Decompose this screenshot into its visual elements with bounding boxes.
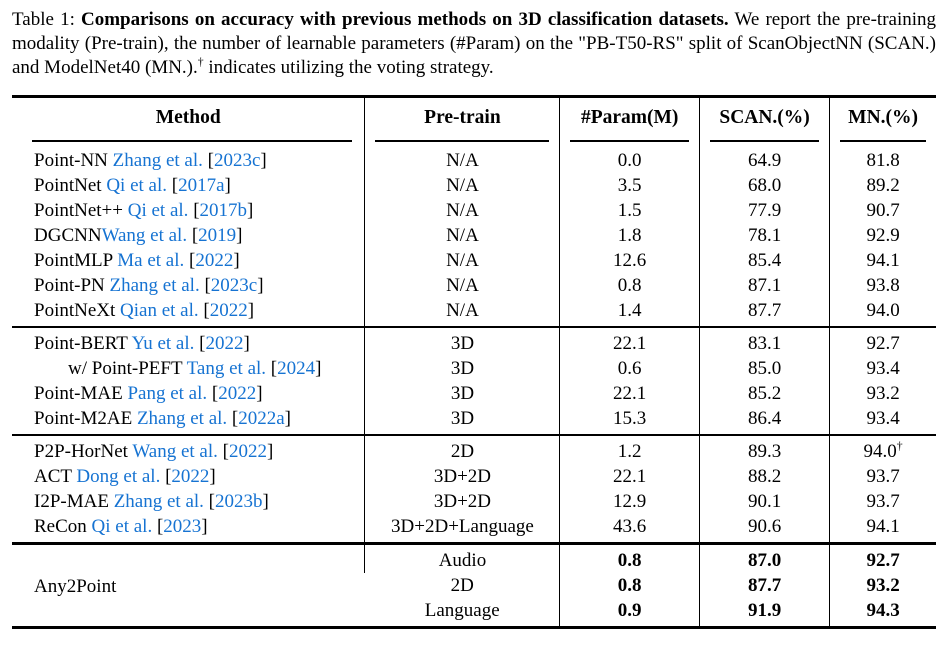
col-header-method: Method [155,106,221,128]
param-cell [560,248,700,273]
method-group-label: Any2Point [34,576,117,598]
col-header-param: #Param(M) [560,96,700,138]
pretrain-cell-value: N/A [446,274,479,296]
scan-cell-value: 89.3 [747,440,782,462]
mn-cell [830,173,936,198]
citation-bracket-close: ] [257,274,264,296]
pretrain-cell [365,356,560,381]
param-cell [560,298,700,327]
scan-cell [699,273,829,298]
scan-cell-value: 88.2 [747,465,782,487]
table-row [12,406,936,435]
table-row [12,145,936,173]
table-row [12,356,936,381]
citation-year-link[interactable]: 2017b [199,199,248,221]
mn-cell-value: 94.1 [866,249,900,271]
citation-year-link[interactable]: 2023c [210,274,258,296]
param-cell-value: 1.4 [617,299,642,321]
mn-cell [830,435,936,464]
citation-year-link[interactable]: 2023b [215,490,263,512]
param-cell-value: 15.3 [613,407,647,429]
citation-bracket-open: [ [191,224,199,246]
param-cell-value: 12.6 [613,249,647,271]
pretrain-cell [365,223,560,248]
header-underline-rule [830,138,936,145]
citation-link[interactable]: Wang et al. [101,224,188,246]
citation-link[interactable]: Wang et al. [132,440,218,462]
scan-cell [699,248,829,273]
citation-bracket-open: [ [189,249,196,271]
param-cell-value: 1.5 [617,199,642,221]
pretrain-cell [365,198,560,223]
table-row [12,298,936,327]
col-header-mn: MN.(%) [830,96,936,138]
citation-year-link[interactable]: 2022 [228,440,267,462]
param-cell-value: 1.8 [617,224,642,246]
method-name: I2P-MAE [34,490,109,512]
method-name: ACT [34,465,72,487]
citation-year-link[interactable]: 2022 [171,465,210,487]
method-cell [12,464,365,489]
header-row [12,96,936,138]
scan-cell-value: 85.4 [747,249,782,271]
method-name: Point-BERT [34,332,128,354]
header-underline-rule [12,138,365,145]
citation-bracket-close: ] [209,465,216,487]
param-cell [560,543,700,573]
pretrain-cell-value: Language [424,599,500,621]
pretrain-cell-value: 2D [450,440,475,462]
pretrain-cell-value: 3D [450,407,475,429]
param-cell-value: 0.8 [617,274,642,296]
pretrain-cell-value: N/A [446,224,479,246]
scan-cell [699,356,829,381]
citation-bracket-close: ] [256,382,263,404]
table-row [12,464,936,489]
pretrain-cell-value: 2D [450,574,474,596]
scan-cell-value: 64.9 [747,149,782,171]
param-cell [560,223,700,248]
citation-year-link[interactable]: 2022 [195,249,234,271]
method-cell [12,173,365,198]
method-name: P2P-HorNet [34,440,128,462]
mn-cell [830,198,936,223]
method-name: PointNet [34,174,102,196]
method-cell [12,489,365,514]
citation-link[interactable]: Qian et al. [120,299,199,321]
pretrain-cell [365,173,560,198]
pretrain-cell [365,381,560,406]
method-cell [12,145,365,173]
mn-cell [830,273,936,298]
mn-cell-value: 93.4 [866,407,900,429]
table-section-1 [12,327,936,435]
param-cell-value: 22.1 [613,382,647,404]
pretrain-cell [365,489,560,514]
scan-cell [699,489,829,514]
citation-link[interactable]: Zhang et al. [112,149,203,171]
param-cell [560,598,700,628]
citation-bracket-close: ] [247,299,255,321]
mn-cell-value: 93.2 [866,382,900,404]
pretrain-cell-value: 3D [450,357,475,379]
col-header-pretrain: Pre-train [365,96,560,138]
mn-cell [830,573,936,598]
pretrain-cell-value: 3D [450,382,475,404]
pretrain-cell-value: 3D+2D+Language [391,515,534,537]
pretrain-cell [365,514,560,544]
header-underline-rule [365,138,560,145]
param-cell [560,356,700,381]
scan-cell [699,173,829,198]
param-cell [560,173,700,198]
method-cell [12,223,365,248]
param-cell [560,145,700,173]
pretrain-cell [365,573,560,598]
mn-cell-value: 89.2 [866,174,900,196]
citation-bracket-open: [ [207,149,214,171]
mn-cell [830,543,936,573]
method-cell [12,514,365,544]
pretrain-cell-value: N/A [446,299,479,321]
mn-cell-value: 92.9 [866,224,900,246]
citation-link[interactable]: Qi et al. [106,174,167,196]
scan-cell [699,543,829,573]
table-row [12,381,936,406]
citation-bracket-open: [ [156,515,164,537]
citation-bracket-close: ] [260,149,267,171]
citation-bracket-open: [ [222,440,229,462]
method-cell [12,273,365,298]
citation-link[interactable]: Yu et al. [131,332,195,354]
mn-cell [830,514,936,544]
citation-bracket-open: [ [211,382,219,404]
method-name: Point-MAE [34,382,123,404]
table-row [12,248,936,273]
scan-cell-value: 87.7 [747,574,782,596]
header-underline-row [12,138,936,145]
method-cell [12,356,365,381]
param-cell [560,406,700,435]
param-cell-value: 12.9 [613,490,647,512]
citation-link[interactable]: Dong et al. [76,465,161,487]
mn-cell [830,464,936,489]
param-cell [560,464,700,489]
scan-cell [699,406,829,435]
mn-cell [830,145,936,173]
header-underline-rule [560,138,700,145]
caption-bold-title: Comparisons on accuracy with previous methods on 3D classification datasets. [81,9,729,30]
citation-bracket-open: [ [231,407,239,429]
caption-body-end: indicates utilizing the voting strategy. [203,56,494,78]
pretrain-cell [365,543,560,573]
table-section-0 [12,145,936,327]
citation-link[interactable]: Zhang et al. [136,407,228,429]
citation-year-link[interactable]: 2024 [277,357,316,379]
pretrain-cell [365,406,560,435]
method-name: Point-M2AE [34,407,133,429]
pretrain-cell-value: 3D [450,332,475,354]
pretrain-cell [365,145,560,173]
scan-cell [699,198,829,223]
param-cell-value: 3.5 [617,174,642,196]
param-cell-value: 43.6 [613,515,647,537]
param-cell-value: 1.2 [617,440,642,462]
param-cell-value: 22.1 [613,332,647,354]
table-header [12,96,936,145]
citation-year-link[interactable]: 2023c [213,149,261,171]
param-cell-value: 0.6 [617,357,642,379]
table-section-3 [12,543,936,627]
scan-cell-value: 91.9 [747,599,782,621]
table-row [12,327,936,356]
mn-cell [830,223,936,248]
citation-link[interactable]: Qi et al. [127,199,189,221]
citation-bracket-close: ] [243,332,250,354]
citation-bracket-open: [ [193,199,200,221]
citation-bracket-close: ] [247,199,254,221]
param-cell [560,273,700,298]
mn-cell [830,356,936,381]
mn-cell-value: 94.0 [863,440,897,462]
scan-cell [699,435,829,464]
pretrain-cell-value: N/A [446,199,479,221]
pretrain-cell [365,598,560,628]
citation-bracket-open: [ [270,357,278,379]
mn-cell-value: 93.7 [866,465,900,487]
citation-year-link[interactable]: 2017a [178,174,225,196]
mn-cell [830,598,936,628]
caption-label: Table 1: [12,9,81,30]
param-cell-value: 0.0 [617,149,642,171]
method-name: PointMLP [34,249,113,271]
citation-bracket-close: ] [236,224,243,246]
mn-cell [830,298,936,327]
citation-year-link[interactable]: 2022 [205,332,244,354]
scan-cell-value: 87.7 [747,299,782,321]
scan-cell [699,223,829,248]
dagger-symbol: † [896,439,903,453]
dagger-symbol: † [197,55,204,69]
param-cell-value: 22.1 [613,465,647,487]
pretrain-cell-value: 3D+2D [433,465,492,487]
scan-cell-value: 86.4 [747,407,782,429]
pretrain-cell-value: N/A [446,249,479,271]
citation-year-link[interactable]: 2022 [218,382,257,404]
citation-year-link[interactable]: 2019 [198,224,237,246]
scan-cell [699,298,829,327]
param-cell-value: 0.9 [617,599,642,621]
scan-cell-value: 77.9 [747,199,782,221]
pretrain-cell-value: N/A [446,149,479,171]
scan-cell-value: 90.6 [747,515,782,537]
table-section-2 [12,435,936,544]
citation-bracket-close: ] [201,515,208,537]
mn-cell-value: 93.8 [866,274,900,296]
mn-cell-value: 92.7 [866,549,900,571]
table-row [12,514,936,544]
param-cell-value: 0.8 [617,549,642,571]
method-name: PointNet++ [34,199,123,221]
table-caption [12,8,936,80]
scan-cell [699,381,829,406]
method-name: Point-NN [34,149,108,171]
scan-cell-value: 83.1 [747,332,782,354]
table-row [12,435,936,464]
param-cell [560,514,700,544]
mn-cell [830,327,936,356]
method-cell [12,298,365,327]
table-row [12,489,936,514]
method-name: Point-PN [34,274,105,296]
mn-cell-value: 92.7 [866,332,900,354]
citation-bracket-close: ] [266,440,274,462]
scan-cell [699,573,829,598]
mn-cell-value: 93.7 [866,490,900,512]
scan-cell-value: 87.1 [747,274,782,296]
pretrain-cell-value: N/A [446,174,479,196]
citation-bracket-open: [ [165,465,172,487]
mn-cell-value: 94.3 [866,599,900,621]
pretrain-cell [365,464,560,489]
col-header-scan: SCAN.(%) [699,96,829,138]
method-cell [12,406,365,435]
citation-year-link[interactable]: 2022a [238,407,285,429]
citation-link[interactable]: Qi et al. [91,515,153,537]
citation-bracket-close: ] [284,407,291,429]
param-cell [560,435,700,464]
citation-link[interactable]: Zhang et al. [109,274,200,296]
citation-bracket-open: [ [199,332,206,354]
scan-cell [699,598,829,628]
scan-cell-value: 87.0 [747,549,782,571]
scan-cell-value: 78.1 [747,224,782,246]
table-row [12,198,936,223]
mn-cell-value: 93.4 [866,357,900,379]
param-cell [560,573,700,598]
method-cell [12,248,365,273]
citation-link[interactable]: Pang et al. [127,382,208,404]
pretrain-cell [365,435,560,464]
method-name: PointNeXt [34,299,116,321]
method-cell [12,435,365,464]
method-name: DGCNN [34,224,102,246]
citation-bracket-close: ] [233,249,240,271]
pretrain-cell [365,248,560,273]
mn-cell [830,381,936,406]
mn-cell [830,406,936,435]
scan-cell-value: 90.1 [747,490,782,512]
method-cell [12,327,365,356]
mn-cell [830,248,936,273]
citation-bracket-close: ] [224,174,231,196]
pretrain-cell-value: Audio [438,549,487,571]
param-cell [560,489,700,514]
method-name: ReCon [34,515,87,537]
caption-body: We report the pre-training modality (Pre-train), the number of learnable parameters (#Param) on the "PB-T50-RS" split of ScanObjectNN (SCAN.) and ModelNet40 (MN.). [12,9,937,78]
pretrain-cell [365,298,560,327]
table-row [12,543,936,573]
scan-cell [699,327,829,356]
citation-link[interactable]: Zhang et al. [113,490,204,512]
citation-link[interactable]: Ma et al. [117,249,185,271]
mn-cell-value: 93.2 [866,574,900,596]
pretrain-cell-value: 3D+2D [433,490,492,512]
param-cell [560,198,700,223]
table-row [12,173,936,198]
pretrain-cell [365,273,560,298]
table-row [12,223,936,248]
scan-cell [699,145,829,173]
citation-bracket-close: ] [262,490,269,512]
method-cell [12,198,365,223]
mn-cell [830,489,936,514]
citation-bracket-open: [ [171,174,179,196]
results-table [12,95,936,629]
mn-cell-value: 94.1 [866,515,900,537]
citation-bracket-open: [ [203,299,210,321]
method-name: w/ Point-PEFT [68,357,183,379]
header-underline-rule [699,138,829,145]
param-cell [560,381,700,406]
citation-link[interactable]: Tang et al. [186,357,267,379]
scan-cell-value: 68.0 [747,174,782,196]
citation-year-link[interactable]: 2023 [163,515,202,537]
scan-cell [699,464,829,489]
scan-cell-value: 85.0 [747,357,782,379]
param-cell-value: 0.8 [617,574,642,596]
table-row [12,273,936,298]
pretrain-cell [365,327,560,356]
citation-year-link[interactable]: 2022 [209,299,248,321]
citation-bracket-open: [ [204,274,211,296]
method-cell [12,381,365,406]
citation-bracket-close: ] [315,357,322,379]
param-cell [560,327,700,356]
citation-bracket-open: [ [208,490,215,512]
mn-cell-value: 94.0 [866,299,900,321]
scan-cell [699,514,829,544]
mn-cell-value: 90.7 [866,199,900,221]
mn-cell-value: 81.8 [866,149,900,171]
scan-cell-value: 85.2 [747,382,782,404]
